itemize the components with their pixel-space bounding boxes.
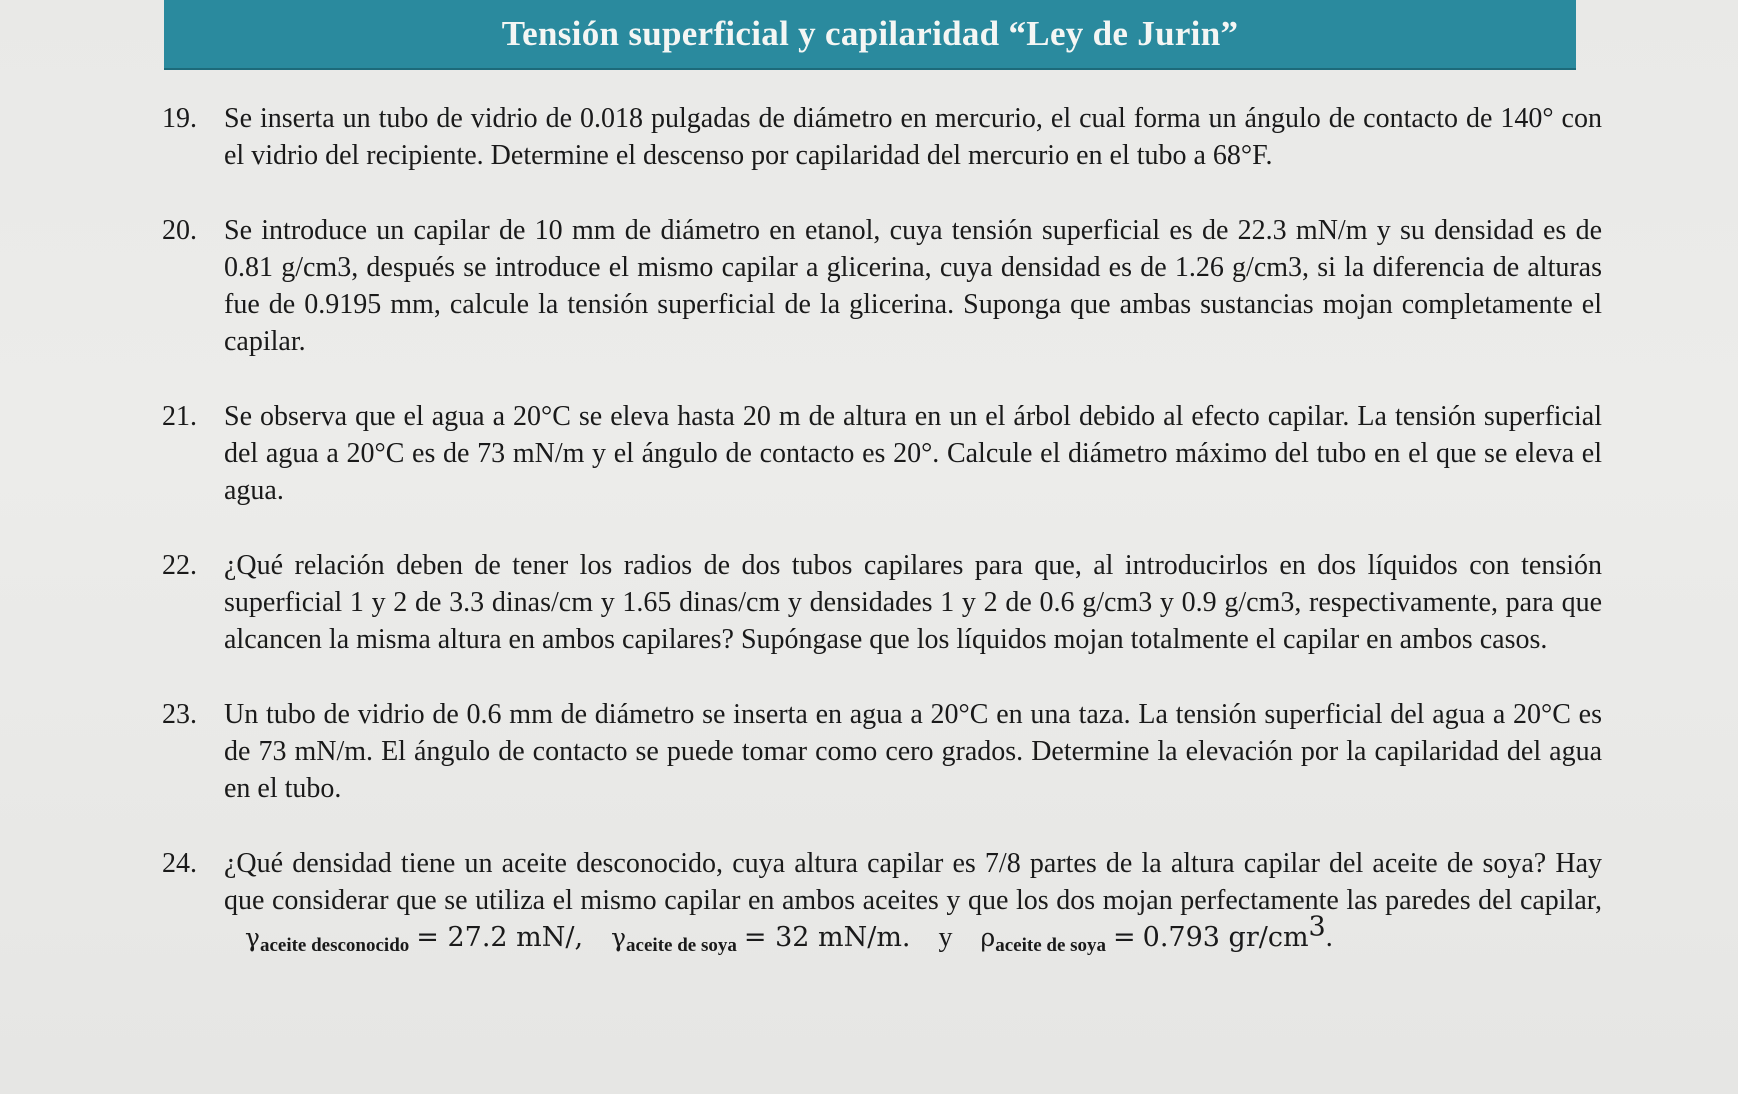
gamma-symbol: γ: [245, 923, 260, 952]
problem-number: 21.: [162, 401, 197, 432]
problem-number: 22.: [162, 550, 197, 581]
problem-text-body: ¿Qué densidad tiene un aceite desconocido, cuya altura capilar es 7/8 partes de la altura capilar del aceite de soya? Hay que considerar que se utiliza el mismo capilar en ambos aceites y que los dos mojan perfectamente las paredes del capilar,: [224, 848, 1602, 916]
problem-text: Se inserta un tubo de vidrio de 0.018 pulgadas de diámetro en mercurio, el cual forma un ángulo de contacto de 140° con el vidrio del recipiente. Determine el descenso por capilaridad del mercurio en el tubo a 68°F.: [224, 103, 1602, 171]
problem-text: Se introduce un capilar de 10 mm de diámetro en etanol, cuya tensión superficial es de 22.3 mN/m y su densidad es de 0.81 g/cm3, después se introduce el mismo capilar a glicerina, cuya densidad es de 1.26 g/cm3, si la diferencia de alturas fue de 0.9195 mm, calcule la tensión superficial de la glicerina. Suponga que ambas sustancias mojan completamente el capilar.: [224, 215, 1602, 357]
problem-21: [162, 398, 1602, 509]
title-banner: [164, 0, 1576, 70]
rho-symbol: ρ: [980, 923, 996, 952]
rho-equals: =: [1113, 922, 1136, 953]
problem-text: Un tubo de vidrio de 0.6 mm de diámetro se inserta en agua a 20°C en una taza. La tensión superficial del agua a 20°C es de 73 mN/m. El ángulo de contacto se puede tomar como cero grados. Determine la elevación por la capilaridad del agua en el tubo.: [224, 699, 1602, 804]
gamma-subscript-soy-oil: aceite de soya: [626, 935, 737, 956]
page-title: Tensión superficial y capilaridad “Ley de Jurin”: [501, 14, 1239, 53]
problem-23: [162, 696, 1602, 807]
problem-19: [162, 100, 1602, 174]
problem-20: [162, 212, 1602, 360]
problem-number: 24.: [162, 848, 197, 879]
gamma-symbol: γ: [611, 923, 627, 952]
problem-22: [162, 547, 1602, 658]
rho-exponent: 3: [1308, 911, 1326, 943]
problem-number: 19.: [162, 103, 197, 134]
problem-24: [162, 845, 1602, 964]
problem-list: [162, 100, 1602, 1002]
problem-number: 20.: [162, 215, 197, 246]
problem-text: ¿Qué relación deben de tener los radios de dos tubos capilares para que, al introducirlos en dos líquidos con tensión superficial 1 y 2 de 3.3 dinas/cm y 1.65 dinas/cm y densidades 1 y 2 de 0.6 g/cm3 y 0.9 g/cm3, respectivamente, para que alcancen la misma altura en ambos capilares? Supóngase que los líquidos mojan totalmente el capilar en ambos casos.: [224, 550, 1602, 655]
gamma-subscript-unknown-oil: aceite desconocido: [259, 935, 410, 956]
problem-number: 23.: [162, 699, 197, 730]
gamma-unknown-oil-value: = 27.2 mN/,: [416, 922, 584, 953]
rho-soy-oil-value: 0.793 gr/cm: [1142, 922, 1309, 953]
problem-text: [224, 845, 1602, 964]
connector-text: y: [938, 922, 953, 953]
end-punctuation: .: [1325, 922, 1333, 953]
rho-subscript-soy-oil: aceite de soya: [995, 935, 1107, 956]
gamma-soy-oil-value: = 32 mN/m.: [743, 922, 911, 953]
problem-text: Se observa que el agua a 20°C se eleva hasta 20 m de altura en un el árbol debido al efecto capilar. La tensión superficial del agua a 20°C es de 73 mN/m y el ángulo de contacto es 20°. Calcule el diámetro máximo del tubo en el que se eleva el agua.: [224, 401, 1602, 506]
